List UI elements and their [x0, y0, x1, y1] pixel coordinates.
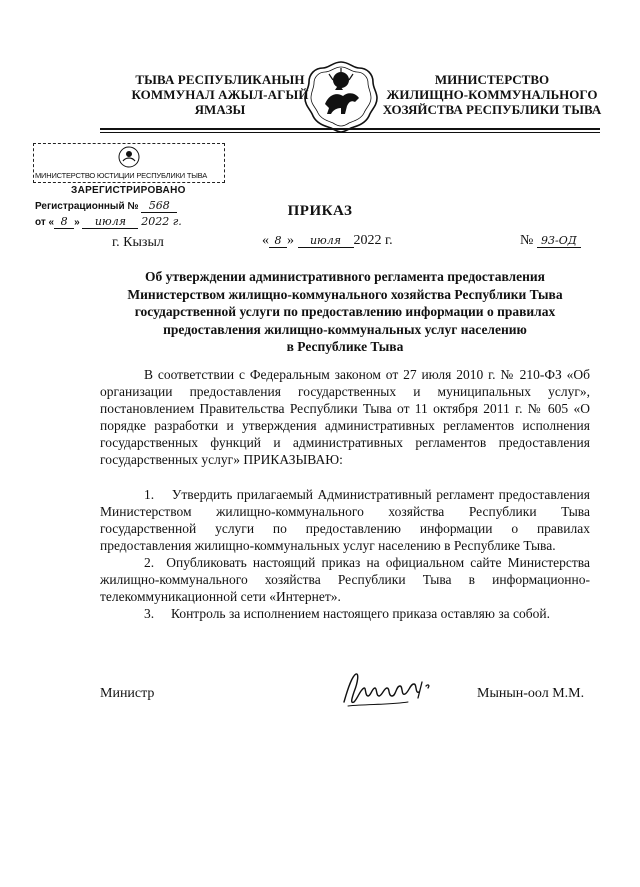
document-place: г. Кызыл	[112, 235, 164, 250]
document-kind-title: ПРИКАЗ	[287, 203, 353, 219]
header-left-line: ТЫВА РЕСПУБЛИКАНЫН	[135, 72, 305, 87]
signatory-name: Мынын-оол М.М.	[477, 686, 585, 701]
header-divider-thick	[100, 128, 600, 130]
tuva-emblem-icon	[303, 58, 379, 134]
stamp-reg-number: 568	[141, 199, 177, 213]
subject-line: Министерством жилищно-коммунального хозяйства Республики Тыва	[127, 286, 563, 302]
header-right-line: ХОЗЯЙСТВА РЕСПУБЛИКИ ТЫВА	[382, 102, 602, 117]
order-item-2: 2. Опубликовать настоящий приказ на официальном сайте Министерства жилищно-коммунального хозяйства Республики Тыва в информационно-телекоммуникационной сети «Интернет».	[100, 555, 590, 604]
header-russian-name	[372, 72, 612, 117]
stamp-registered-text: ЗАРЕГИСТРИРОВАНО	[71, 185, 186, 196]
header-left-line: КОММУНАЛ АЖЫЛ-АГЫЙ	[131, 87, 309, 102]
date-year: 2022 г.	[353, 233, 393, 248]
date-day: 8	[269, 234, 287, 248]
stamp-reg-label: Регистрационный №	[35, 201, 139, 212]
order-item-1: 1. Утвердить прилагаемый Административный регламент предоставления Министерством жилищно-коммунального хозяйства Республики Тыва государственной услуги по предоставлению информации о правилах предоставления жилищно-коммунальных услуг населению в Республике Тыва.	[100, 487, 590, 553]
preamble-text: В соответствии с Федеральным законом от 27 июля 2010 г. № 210-ФЗ «Об организации предоставления государственных и муниципальных услуг», постановлением Правительства Республики Тыва от 11 октября 2011 г. № 605 «О порядке разработки и утверждения административных регламентов исполнения государственных функций и административных регламентов предоставления государственных услуг» ПРИКАЗЫВАЮ:	[100, 367, 590, 467]
stamp-date-day: 8	[54, 215, 74, 229]
document-number	[520, 233, 581, 249]
stamp-date-month: июля	[82, 215, 138, 229]
date-close-quote: »	[287, 233, 294, 248]
stamp-ministry-text: МИНИСТЕРСТВО ЮСТИЦИИ РЕСПУБЛИКИ ТЫВА	[35, 171, 208, 180]
stamp-emblem-icon	[117, 145, 141, 169]
subject-line: предоставления жилищно-коммунальных услуг населению	[163, 321, 527, 337]
date-month: июля	[298, 234, 354, 248]
signatory-title: Министр	[100, 686, 155, 701]
preamble-paragraph	[100, 366, 590, 468]
stamp-date-year: 2022 г.	[141, 215, 182, 228]
date-open-quote: «	[262, 233, 269, 248]
number-value: 93-ОД	[537, 234, 581, 248]
document-date	[262, 233, 393, 249]
stamp-date-prefix: от «	[35, 217, 55, 228]
header-divider-thin	[100, 132, 600, 133]
order-items	[100, 486, 590, 622]
document-subject	[100, 268, 590, 356]
header-left-line: ЯМАЗЫ	[194, 102, 246, 117]
header-right-line: МИНИСТЕРСТВО	[434, 72, 550, 87]
order-item-3: 3. Контроль за исполнением настоящего приказа оставляю за собой.	[144, 606, 550, 621]
handwritten-signature	[338, 668, 448, 712]
subject-line: в Республике Тыва	[286, 339, 404, 354]
stamp-date-mid: »	[74, 217, 80, 228]
subject-line: Об утверждении административного регламента предоставления	[145, 269, 545, 284]
subject-line: государственной услуги по предоставлению информации о правилах	[134, 304, 556, 319]
number-label: №	[520, 233, 534, 248]
header-right-line: ЖИЛИЩНО-КОММУНАЛЬНОГО	[386, 87, 598, 102]
